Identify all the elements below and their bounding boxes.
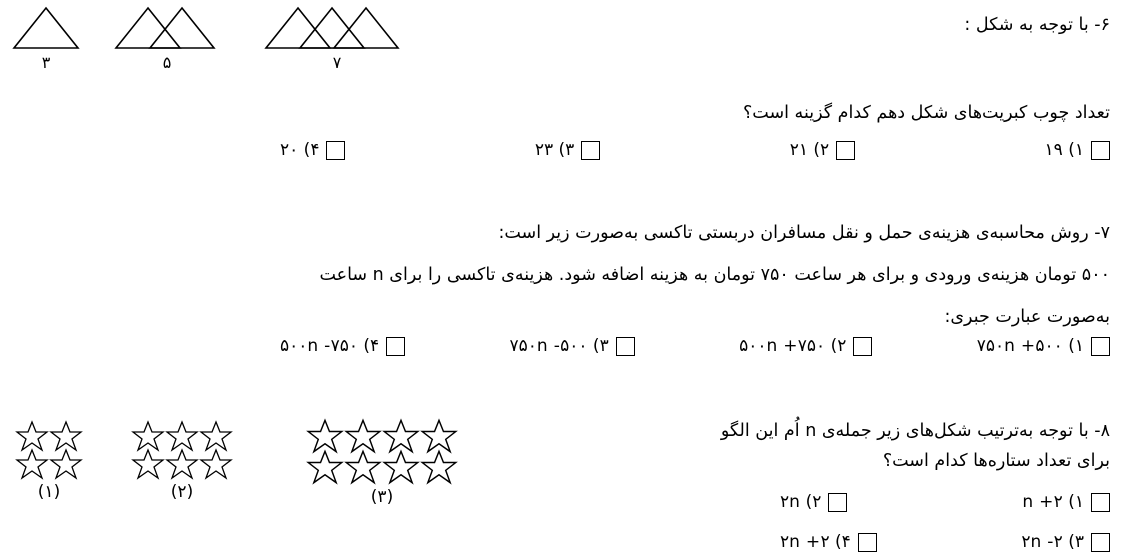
q7-option-3-label: ۳) ۷۵۰n -۵۰۰ <box>509 336 609 356</box>
triangle-figure-3-icon <box>262 4 412 52</box>
star-icon <box>49 448 83 480</box>
q6-option-1-checkbox[interactable] <box>1091 141 1110 160</box>
q8-figure-1-row-2 <box>6 448 92 480</box>
q8-stem-line-2: برای تعداد ستاره‌ها کدام است؟ <box>882 451 1110 471</box>
q7-options-row <box>280 336 1110 356</box>
q8-option-4[interactable] <box>780 532 877 552</box>
q7-option-2-checkbox[interactable] <box>853 337 872 356</box>
q8-option-2[interactable] <box>780 492 847 512</box>
q7-option-3[interactable] <box>510 336 635 356</box>
q7-stem-line-2: ۵۰۰ تومان هزینه‌ی ورودی و برای هر ساعت ۷۵۰ تومان به هزینه اضافه شود. هزینه‌ی تاکسی را برای n ساعت <box>319 265 1110 285</box>
q8-stem-line-1: ۸- با توجه به‌ترتیب شکل‌های زیر جمله‌ی n اُم این الگو <box>720 421 1110 441</box>
q6-option-2-label: ۲) ۲۱ <box>789 140 830 160</box>
q6-option-3[interactable] <box>535 140 600 160</box>
q7-option-4-checkbox[interactable] <box>386 337 405 356</box>
q8-figure-1-caption: (۱) <box>37 482 61 502</box>
q6-option-4-checkbox[interactable] <box>326 141 345 160</box>
star-icon <box>131 448 165 480</box>
q6-option-4[interactable] <box>280 140 345 160</box>
q8-option-3[interactable] <box>1021 532 1110 552</box>
q6-option-1-label: ۱) ۱۹ <box>1044 140 1084 160</box>
q8-option-1-checkbox[interactable] <box>1091 493 1110 512</box>
q8-option-4-label: ۴) ۲n +۲ <box>780 532 851 552</box>
star-icon <box>420 449 458 485</box>
q8-figure-3-row-2 <box>302 449 462 485</box>
q6-figure-3-caption: ۷ <box>332 53 342 72</box>
q6-figure-2 <box>112 4 222 72</box>
q6-option-1[interactable] <box>1045 140 1110 160</box>
q7-option-4-label: ۴) ۵۰۰n -۷۵۰ <box>280 336 380 356</box>
q7-option-1-label: ۱) ۷۵۰n +۵۰۰ <box>976 336 1084 356</box>
q6-stem-line-2: تعداد چوب کبریت‌های شکل دهم کدام گزینه است؟ <box>743 103 1110 123</box>
q6-options-row <box>280 140 1110 160</box>
q8-figure-3-caption: (۳) <box>370 487 394 507</box>
star-icon <box>165 448 199 480</box>
q6-option-3-label: ۳) ۲۳ <box>534 140 575 160</box>
q8-option-3-checkbox[interactable] <box>1091 533 1110 552</box>
q8-option-1-label: ۱) n +۲ <box>1022 492 1084 512</box>
q8-option-1[interactable] <box>1022 492 1110 512</box>
q6-option-2[interactable] <box>790 140 855 160</box>
q7-option-1[interactable] <box>977 336 1110 356</box>
q8-options-row-1 <box>780 492 1110 512</box>
q6-option-2-checkbox[interactable] <box>836 141 855 160</box>
q8-figure-2-caption: (۲) <box>170 482 194 502</box>
q8-figure-2-row-2 <box>122 448 242 480</box>
q8-option-4-checkbox[interactable] <box>858 533 877 552</box>
q6-stem-line-1: ۶- با توجه به شکل : <box>964 15 1110 35</box>
q7-option-2[interactable] <box>739 336 872 356</box>
q8-figure-1 <box>6 420 92 502</box>
q6-figure-3 <box>262 4 412 72</box>
q8-option-3-label: ۳) ۲n -۲ <box>1021 532 1084 552</box>
q6-figure-2-caption: ۵ <box>162 53 172 72</box>
star-icon <box>382 449 420 485</box>
q6-figure-1 <box>10 4 82 72</box>
q7-stem-line-1: ۷- روش محاسبه‌ی هزینه‌ی حمل و نقل مسافران دربستی تاکسی به‌صورت زیر است: <box>498 223 1110 243</box>
star-icon <box>306 449 344 485</box>
q8-option-2-checkbox[interactable] <box>828 493 847 512</box>
triangle-figure-1-icon <box>10 4 82 52</box>
q7-option-1-checkbox[interactable] <box>1091 337 1110 356</box>
q6-figure-1-caption: ۳ <box>41 53 51 72</box>
q8-figure-3 <box>302 418 462 507</box>
q8-option-2-label: ۲) ۲n <box>780 492 822 512</box>
q8-options-row-2 <box>780 532 1110 552</box>
triangle-figure-2-icon <box>112 4 222 52</box>
star-icon <box>199 448 233 480</box>
q8-figure-2 <box>122 420 242 502</box>
q6-option-4-label: ۴) ۲۰ <box>280 140 320 160</box>
q6-option-3-checkbox[interactable] <box>581 141 600 160</box>
star-icon <box>344 449 382 485</box>
q7-stem-line-3: به‌صورت عبارت جبری: <box>944 307 1110 327</box>
q7-option-4[interactable] <box>280 336 405 356</box>
star-icon <box>15 448 49 480</box>
q7-option-3-checkbox[interactable] <box>616 337 635 356</box>
q7-option-2-label: ۲) ۵۰۰n +۷۵۰ <box>739 336 847 356</box>
